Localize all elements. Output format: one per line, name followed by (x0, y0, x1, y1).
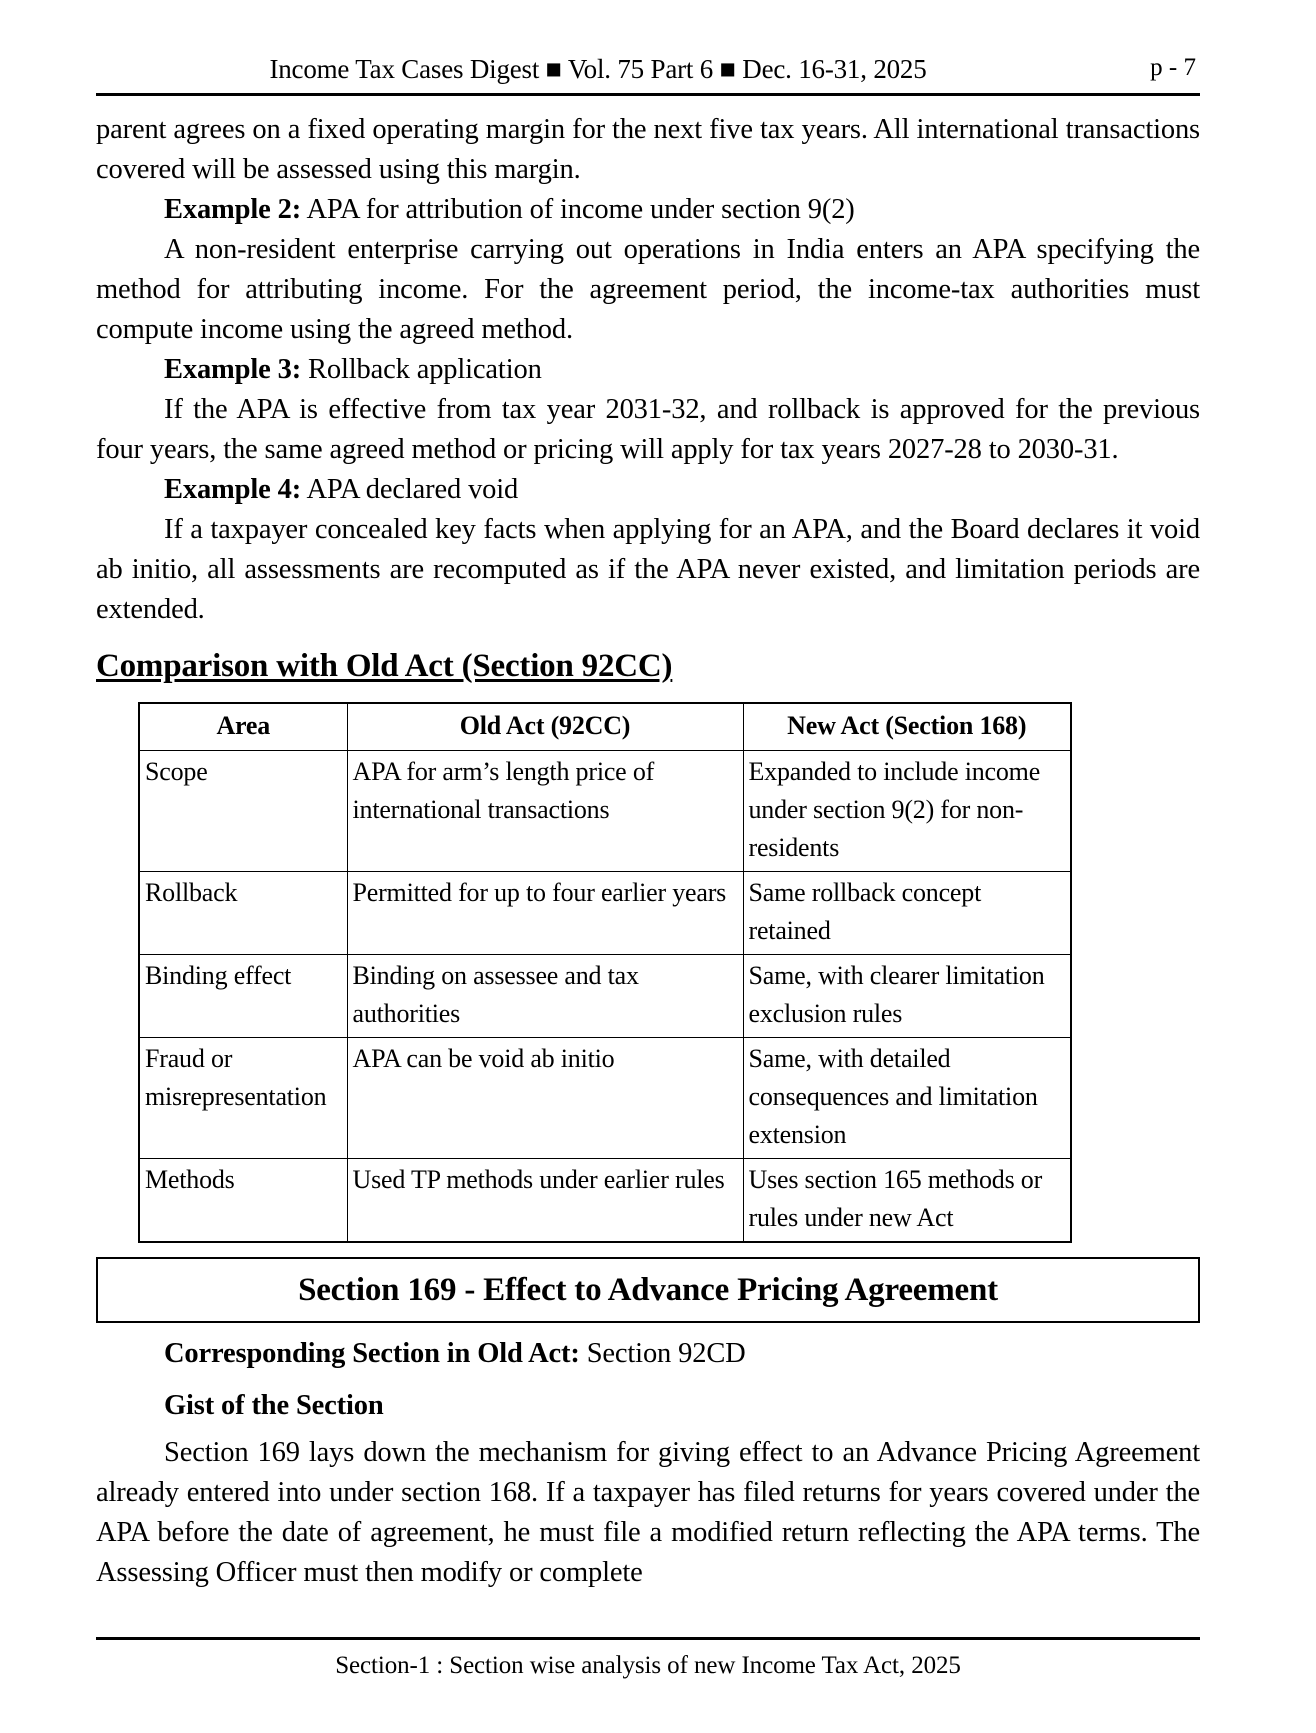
column-header-area: Area (139, 703, 347, 751)
gist-heading (96, 1385, 1200, 1427)
cell-old-act: Binding on assessee and tax authorities (347, 955, 743, 1038)
header-page-number: p - 7 (1150, 54, 1196, 81)
table-row (139, 1159, 1071, 1243)
cell-new-act: Same, with clearer limitation exclusion rules (743, 955, 1071, 1038)
example-3-text: Rollback application (301, 354, 542, 385)
page-header (96, 54, 1200, 96)
paragraph-continuation: parent agrees on a fixed operating margin for the next five tax years. All international transactions covered will be assessed using this margin. (96, 114, 1200, 185)
comparison-table (138, 702, 1072, 1243)
corresponding-section-line (96, 1333, 1200, 1375)
paragraph-example-2-body: A non-resident enterprise carrying out operations in India enters an APA specifying the method for attributing income. For the agreement period, the income-tax authorities must compute income using the agreed method. (96, 234, 1200, 345)
cell-new-act: Same, with detailed consequences and limitation extension (743, 1038, 1071, 1159)
cell-area: Binding effect (139, 955, 347, 1038)
cell-area: Fraud or misrepresentation (139, 1038, 347, 1159)
example-4-text: APA declared void (301, 474, 519, 505)
cell-new-act: Same rollback concept retained (743, 872, 1071, 955)
example-2-label: Example 2: (164, 194, 302, 225)
example-2-line (96, 190, 1200, 230)
example-2-text: APA for attribution of income under section 9(2) (301, 194, 855, 225)
gist-label: Gist of the Section (164, 1390, 384, 1421)
cell-area: Rollback (139, 872, 347, 955)
footer-text: Section-1 : Section wise analysis of new Income Tax Act, 2025 (335, 1652, 961, 1679)
paragraph-example-3-body: If the APA is effective from tax year 2031-32, and rollback is approved for the previous four years, the same agreed method or pricing will apply for tax years 2027-28 to 2030-31. (96, 394, 1200, 465)
paragraph-example-4-body: If a taxpayer concealed key facts when applying for an APA, and the Board declares it void ab initio, all assessments are recomputed as if the APA never existed, and limitation periods are extended. (96, 514, 1200, 625)
table-row (139, 1038, 1071, 1159)
footer-divider (96, 1637, 1200, 1640)
column-header-new-act: New Act (Section 168) (743, 703, 1071, 751)
cell-new-act: Expanded to include income under section 9(2) for non-residents (743, 751, 1071, 872)
table-header-row (139, 703, 1071, 751)
example-4-line (96, 470, 1200, 510)
comparison-table-wrapper (96, 702, 1200, 1243)
table-row (139, 955, 1071, 1038)
corresponding-section-label: Corresponding Section in Old Act: (164, 1338, 580, 1369)
column-header-old-act: Old Act (92CC) (347, 703, 743, 751)
example-3-label: Example 3: (164, 354, 302, 385)
corresponding-section-value: Section 92CD (579, 1338, 746, 1369)
cell-new-act: Uses section 165 methods or rules under new Act (743, 1159, 1071, 1243)
cell-area: Methods (139, 1159, 347, 1243)
cell-old-act: Permitted for up to four earlier years (347, 872, 743, 955)
example-3-line (96, 350, 1200, 390)
document-body (96, 110, 1200, 1593)
header-divider (96, 93, 1200, 96)
comparison-heading: Comparison with Old Act (Section 92CC) (96, 648, 673, 684)
cell-area: Scope (139, 751, 347, 872)
cell-old-act: Used TP methods under earlier rules (347, 1159, 743, 1243)
table-row (139, 751, 1071, 872)
table-row (139, 872, 1071, 955)
section-title: Section 169 - Effect to Advance Pricing Agreement (298, 1271, 998, 1308)
example-4-label: Example 4: (164, 474, 302, 505)
header-title: Income Tax Cases Digest ■ Vol. 75 Part 6 ■ Dec. 16-31, 2025 (269, 54, 927, 84)
section-title-box (96, 1257, 1200, 1323)
gist-paragraph: Section 169 lays down the mechanism for giving effect to an Advance Pricing Agreement already entered into under section 168. If a taxpayer has filed returns for years covered under the APA before the date of agreement, he must file a modified return reflecting the APA terms. The Assessing Officer must then modify or complete (96, 1437, 1200, 1588)
cell-old-act: APA can be void ab initio (347, 1038, 743, 1159)
cell-old-act: APA for arm’s length price of international transactions (347, 751, 743, 872)
